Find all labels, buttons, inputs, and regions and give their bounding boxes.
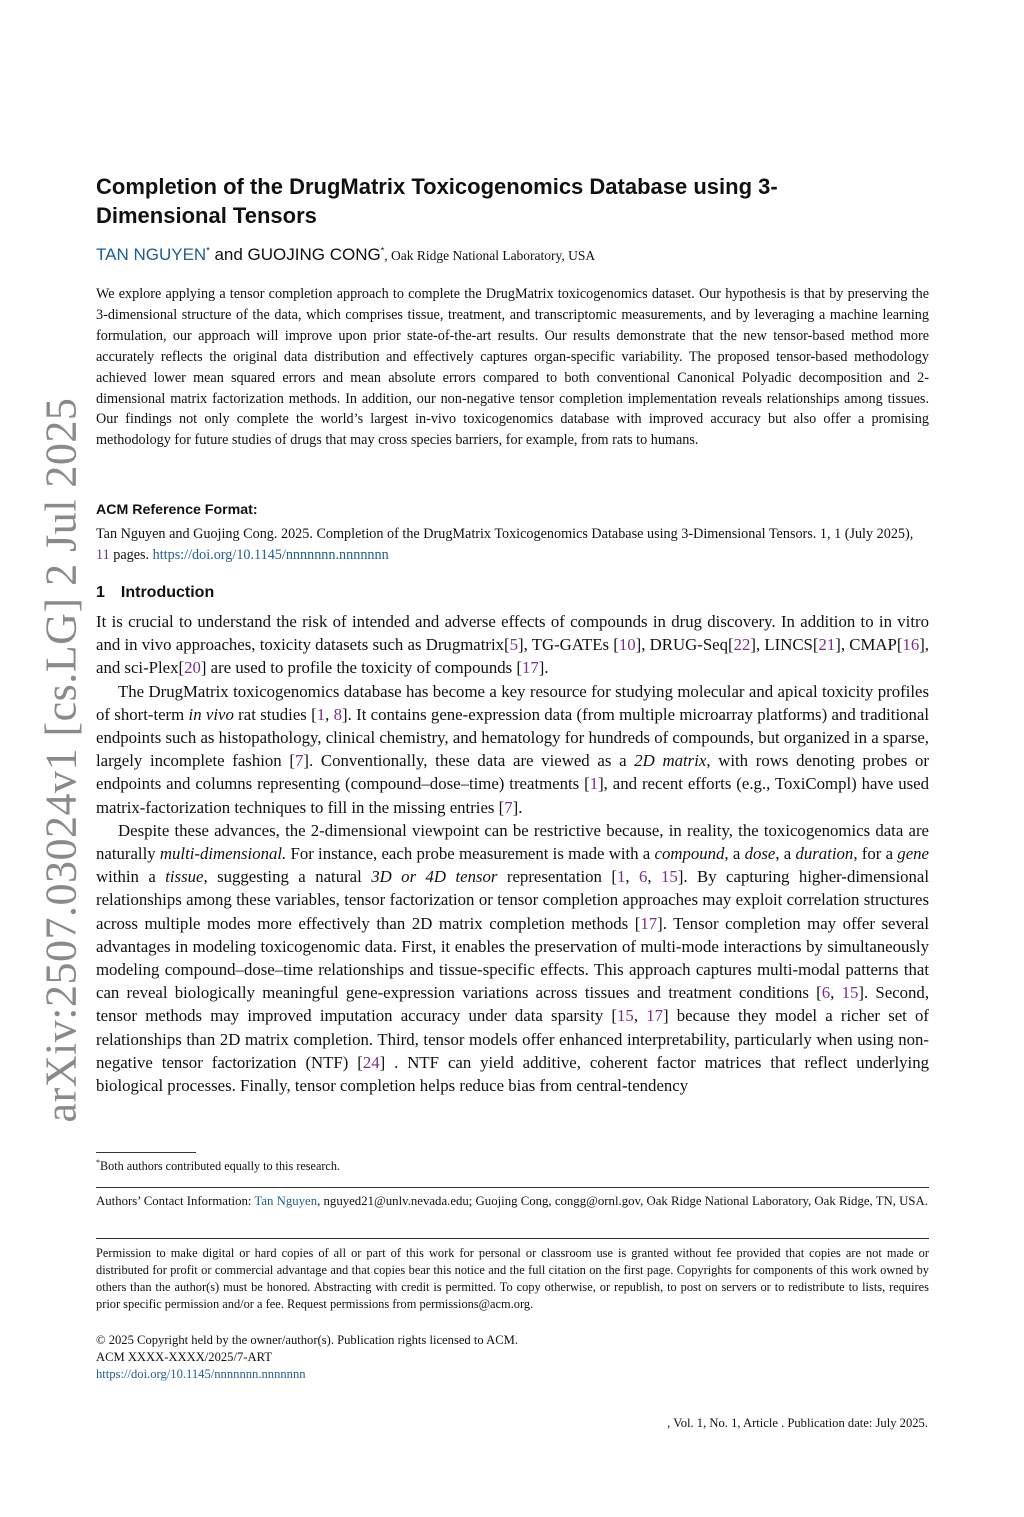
permission-notice: Permission to make digital or hard copies of all or part of this work for personal or classroom use is granted without fee provided that copies are not made or distributed for profit or commercial advantage and that copies bear this notice and the full citation on the first page. Copyrights for components of this work owned by others than the author(s) must be honored. Abstracting with credit is permitted. To copy otherwise, or republish, to post on servers or to redistribute to lists, requires prior specific permission and/or a fee. Request permissions from permissions@acm.org. [96, 1246, 929, 1311]
doi-link-footer[interactable]: https://doi.org/10.1145/nnnnnnn.nnnnnnn [96, 1366, 306, 1381]
acm-reference-text [96, 524, 929, 565]
introduction-body [96, 610, 929, 1097]
acm-number: ACM XXXX-XXXX/2025/7-ART [96, 1349, 272, 1364]
footnote-mark: * [96, 1158, 100, 1167]
paragraph-2: The DrugMatrix toxicogenomics database has become a key resource for studying molecular and apical toxicity profiles of short-term in vivo rat studies [1, 8]. It contains gene-expression data (from multiple microarray platforms) and traditional endpoints such as histopathology, clinical chemistry, and hematology for hundreds of compounds, but organized in a sparse, largely incomplete fashion [7]. Conventionally, these data are viewed as a 2D matrix, with rows denoting probes or endpoints and columns representing (compound–dose–time) treatments [1], and recent efforts (e.g., ToxiCompl) have used matrix-factorization techniques to fill in the missing entries [7]. [96, 681, 929, 817]
copyright-line: © 2025 Copyright held by the owner/author(s). Publication rights licensed to ACM. [96, 1333, 518, 1347]
footnote-text: Both authors contributed equally to this research. [100, 1159, 340, 1174]
citation-link[interactable]: 8 [333, 704, 343, 724]
footnote-rule [96, 1152, 196, 1153]
copyright-block [96, 1332, 929, 1383]
citation-link[interactable]: 24 [362, 1052, 380, 1072]
citation-link[interactable]: 5 [509, 635, 518, 655]
paragraph-1: It is crucial to understand the risk of intended and adverse effects of compounds in drug discovery. In addition to in vitro and in vivo approaches, toxicity datasets such as Drugmatrix[5], TG-GATEs [10], DRUG-Seq[22], LINCS[21], CMAP[16], and sci-Plex[20] are used to profile the toxicity of compounds [17]. [96, 612, 929, 678]
author-line [96, 245, 595, 265]
paper-title: Completion of the DrugMatrix Toxicogenomics Database using 3-Dimensional Tensors [96, 174, 778, 228]
equal-contribution-mark: * [380, 245, 385, 256]
citation-link[interactable]: 15 [617, 1006, 634, 1026]
contact-information: Authors’ Contact Information: Tan Nguyen, nguyed21@unlv.nevada.edu; Guojing Cong, congg@ornl.gov, Oak Ridge National Laboratory, Oak Ridge, TN, USA. [96, 1194, 928, 1208]
citation-link[interactable]: 10 [618, 635, 636, 655]
section-title: Introduction [120, 584, 215, 601]
citation-link[interactable]: 6 [639, 867, 648, 887]
citation-link[interactable]: 6 [821, 983, 831, 1003]
author-contact-link[interactable]: Tan Nguyen [254, 1194, 318, 1208]
arxiv-identifier: arXiv:2507.03024v1 [cs.LG] 2 Jul 2025 [36, 397, 86, 1123]
divider [96, 1187, 929, 1188]
citation-link[interactable]: 1 [589, 774, 599, 794]
citation-link[interactable]: 17 [521, 658, 539, 678]
citation-link[interactable]: 20 [184, 658, 201, 678]
reference-pages-word: pages. [109, 546, 153, 563]
citation-link[interactable]: 15 [841, 983, 859, 1003]
citation-link[interactable]: 17 [640, 913, 658, 933]
citation-link[interactable]: 1 [616, 867, 626, 887]
footnote [96, 1158, 340, 1174]
citation-link[interactable]: 7 [294, 751, 304, 771]
page-count-link[interactable]: 11 [96, 546, 110, 563]
divider [96, 1238, 929, 1239]
citation-link[interactable]: 1 [316, 704, 326, 724]
arxiv-side-stamp [26, 397, 96, 1123]
citation-link[interactable]: 22 [733, 635, 751, 655]
doi-link[interactable]: https://doi.org/10.1145/nnnnnnn.nnnnnnn [152, 546, 389, 563]
citation-link[interactable]: 16 [902, 635, 920, 655]
paragraph-3: Despite these advances, the 2-dimensional viewpoint can be restrictive because, in reality, the toxicogenomics data are naturally multi-dimensional. For instance, each probe measurement is made with a compound, a dose, a duration, for a gene within a tissue, suggesting a natural 3D or 4D tensor representation [1, 6, 15]. By capturing higher-dimensional relationships among these variables, tensor factorization or tensor completion approaches may exploit correlation structures across multiple modes more effectively than 2D matrix completion methods [17]. Tensor completion may offer several advantages in modeling toxicogenomic data. First, it enables the preservation of multi-mode interactions by simultaneously modeling compound–dose–time relationships and tissue-specific effects. This approach captures multi-modal patterns that can reveal biologically meaningful gene-expression variations across tissues and treatment conditions [6, 15]. Second, tensor methods may improved imputation accuracy under data sparsity [15, 17] because they model a richer set of relationships than 2D matrix completion. Third, tensor models offer enhanced interpretability, particularly when using non-negative tensor factorization (NTF) [24] . NTF can yield additive, coherent factor matrices that reflect underlying biological processes. Finally, tensor completion helps reduce bias from central-tendency [96, 820, 930, 1096]
author-link-tan-nguyen[interactable]: TAN NGUYEN [96, 245, 207, 264]
citation-link[interactable]: 17 [646, 1006, 663, 1026]
author-second: and GUOJING CONG [209, 245, 381, 264]
affiliation: , Oak Ridge National Laboratory, USA [384, 248, 596, 263]
abstract: We explore applying a tensor completion approach to complete the DrugMatrix toxicogenomics dataset. Our hypothesis is that by preserving the 3-dimensional structure of the data, which comprises tissue, treatment, and transcriptomic measurements, and by leveraging a machine learning formulation, our approach will improve upon prior state-of-the-art results. Our results demonstrate that the new tensor-based method more accurately reflects the original data distribution and effectively captures organ-specific variability. The proposed tensor-based methodology achieved lower mean squared errors and mean absolute errors compared to both conventional Canonical Polyadic decomposition and 2-dimensional matrix factorization methods. In addition, our non-negative tensor completion implementation reveals relationships among tissues. Our findings not only complete the world’s largest in-vivo toxicogenomics database with improved accuracy but also offer a promising methodology for future studies of drugs that may cross species barriers, for example, from rats to humans. [96, 286, 929, 449]
citation-link[interactable]: 7 [504, 797, 513, 817]
section-number: 1 [96, 584, 105, 601]
equal-contribution-mark: * [206, 245, 210, 256]
citation-link[interactable]: 21 [818, 635, 836, 655]
acm-reference-heading: ACM Reference Format: [96, 502, 258, 518]
citation-link[interactable]: 15 [661, 867, 678, 887]
page-footer: , Vol. 1, No. 1, Article . Publication date: July 2025. [667, 1416, 928, 1430]
reference-citation: Tan Nguyen and Guojing Cong. 2025. Completion of the DrugMatrix Toxicogenomics Database using 3-Dimensional Tensors. 1, 1 (July 2025), [96, 526, 914, 542]
section-heading-introduction [96, 584, 214, 602]
